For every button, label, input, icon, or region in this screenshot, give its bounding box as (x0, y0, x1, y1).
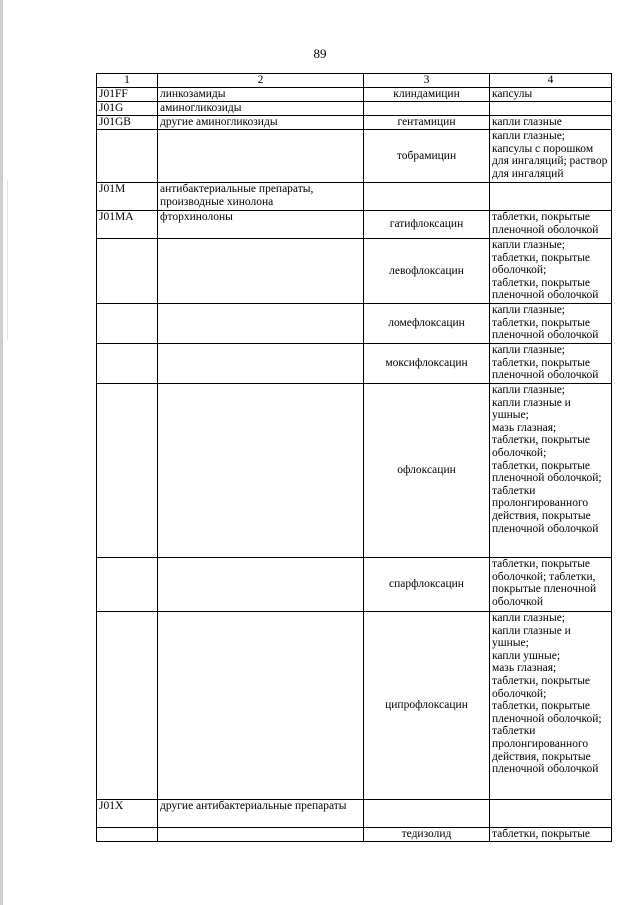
table-row (97, 130, 612, 183)
atc-code (97, 344, 158, 384)
dosage-forms: капли глазные (490, 116, 612, 130)
column-header: 4 (490, 74, 612, 88)
table-row (97, 612, 612, 800)
atc-code (97, 612, 158, 800)
atc-code (97, 239, 158, 304)
drug-name (364, 102, 490, 116)
atc-code (97, 304, 158, 344)
scan-mark (7, 180, 8, 340)
drug-name: гентамицин (364, 116, 490, 130)
dosage-forms (490, 102, 612, 116)
drug-name: спарфлоксацин (364, 558, 490, 612)
pharm-group (158, 828, 364, 842)
atc-code (97, 384, 158, 558)
table-row (97, 88, 612, 102)
atc-code (97, 558, 158, 612)
atc-code (97, 828, 158, 842)
pharm-group: фторхинолоны (158, 211, 364, 239)
dosage-forms: капли глазные; таблетки, покрытые пленочной оболочкой (490, 304, 612, 344)
pharm-group: аминогликозиды (158, 102, 364, 116)
pharm-group (158, 558, 364, 612)
dosage-forms: капли глазные; капсулы с порошком для ингаляций; раствор для ингаляций (490, 130, 612, 183)
drug-name (364, 800, 490, 828)
drug-name: ципрофлоксацин (364, 612, 490, 800)
table-header-row (97, 74, 612, 88)
table-row (97, 304, 612, 344)
atc-code (97, 130, 158, 183)
pharm-group (158, 612, 364, 800)
pharm-group (158, 344, 364, 384)
column-header: 2 (158, 74, 364, 88)
table-row (97, 239, 612, 304)
page-number: 89 (313, 46, 327, 61)
dosage-forms: капсулы (490, 88, 612, 102)
table-row (97, 800, 612, 828)
table-row (97, 211, 612, 239)
atc-code: J01G (97, 102, 158, 116)
dosage-forms: таблетки, покрытые (490, 828, 612, 842)
pharm-group (158, 239, 364, 304)
column-header: 1 (97, 74, 158, 88)
pharm-group: линкозамиды (158, 88, 364, 102)
drug-name: тедизолид (364, 828, 490, 842)
table-row (97, 828, 612, 842)
atc-code: J01FF (97, 88, 158, 102)
table-row (97, 344, 612, 384)
dosage-forms (490, 800, 612, 828)
drug-name: моксифлоксацин (364, 344, 490, 384)
drug-name: гатифлоксацин (364, 211, 490, 239)
table-row (97, 183, 612, 211)
dosage-forms: капли глазные; капли глазные и ушные; мазь глазная; таблетки, покрытые оболочкой; таблетки, покрытые пленочной оболочкой; таблетки пролонгированного действия, покрытые пленочной оболочкой (490, 384, 612, 558)
dosage-forms: таблетки, покрытые оболочкой; таблетки, покрытые пленочной оболочкой (490, 558, 612, 612)
atc-code: J01GB (97, 116, 158, 130)
drug-name: левофлоксацин (364, 239, 490, 304)
drug-name: тобрамицин (364, 130, 490, 183)
table-row (97, 116, 612, 130)
table-row (97, 102, 612, 116)
table-row (97, 384, 612, 558)
table-row (97, 558, 612, 612)
drug-name: клиндамицин (364, 88, 490, 102)
pharm-group (158, 384, 364, 558)
dosage-forms: капли глазные; таблетки, покрытые пленочной оболочкой (490, 344, 612, 384)
column-header: 3 (364, 74, 490, 88)
pharm-group: другие аминогликозиды (158, 116, 364, 130)
dosage-forms (490, 183, 612, 211)
drug-name: ломефлоксацин (364, 304, 490, 344)
drug-name (364, 183, 490, 211)
scan-edge (0, 0, 3, 905)
drug-table (96, 73, 612, 842)
pharm-group (158, 304, 364, 344)
dosage-forms: капли глазные; капли глазные и ушные; капли ушные; мазь глазная; таблетки, покрытые оболочкой; таблетки, покрытые пленочной оболочкой; таблетки пролонгированного действия, покрытые пленочной оболочкой (490, 612, 612, 800)
dosage-forms: таблетки, покрытые пленочной оболочкой (490, 211, 612, 239)
pharm-group: другие антибактериальные препараты (158, 800, 364, 828)
atc-code: J01MA (97, 211, 158, 239)
dosage-forms: капли глазные; таблетки, покрытые оболочкой; таблетки, покрытые пленочной оболочкой (490, 239, 612, 304)
pharm-group (158, 130, 364, 183)
pharm-group: антибактериальные препараты, производные хинолона (158, 183, 364, 211)
atc-code: J01X (97, 800, 158, 828)
atc-code: J01M (97, 183, 158, 211)
drug-name: офлоксацин (364, 384, 490, 558)
